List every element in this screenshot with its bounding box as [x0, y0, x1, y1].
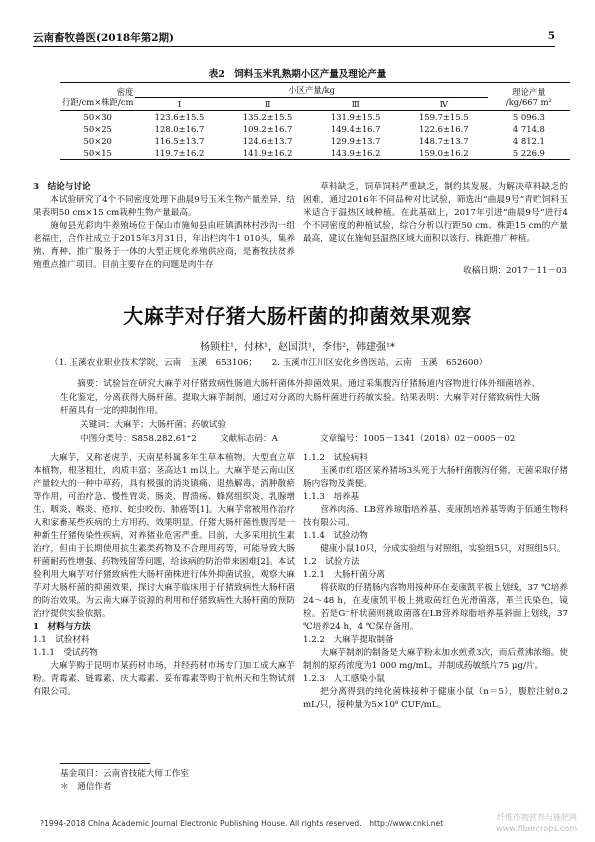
- keywords: 关键词：大麻芋；大肠杆菌；药敏试验: [80, 420, 227, 430]
- plot-header-1: Ⅰ: [135, 98, 223, 111]
- subsubsection-heading: 1.1.1 受试药物: [33, 648, 98, 658]
- prev-article-right-column: [303, 181, 568, 246]
- copyright-line: ?1994-2018 China Academic Journal Electronic Publishing House. All rights reserved. http://www.cnki.net: [40, 819, 444, 828]
- table-caption: 表2 饲料玉米乳熟期小区产量及理论产量: [208, 69, 387, 80]
- footnotes: [60, 768, 189, 794]
- abstract-text: 摘要：试验旨在研究大麻芋对仔猪致病性肠道大肠杆菌体外抑菌效果。通过采集腹泻仔猪肠道内容物进行体外细菌培养、生化鉴定，分离获得大肠杆菌。提取大麻芋制剂，通过对分离的大肠杆菌进行药敏实验。结果表明：大麻芋对仔猪致病性大肠杆菌具有一定的抑制作用。: [60, 379, 540, 416]
- body-right-column: [303, 452, 568, 712]
- article-authors: 杨锁柱¹，付林¹，赵国洪¹，李伟²，韩建强¹*: [199, 342, 396, 353]
- cell-plot1: 116.5±13.7: [154, 136, 205, 146]
- cell-density: 50×15: [60, 147, 135, 160]
- cell-plot2: 109.2±16.7: [242, 124, 293, 134]
- cell-plot3: 143.9±16.2: [312, 147, 400, 160]
- section-heading: 1 材料与方法: [33, 622, 91, 632]
- table-head-theory: [488, 83, 570, 111]
- table-head-density: [60, 83, 135, 111]
- head-density-label: 密度: [116, 86, 134, 97]
- cell-plot4: 159.0±16.2: [400, 147, 488, 160]
- cell-plot2: 141.9±16.2: [224, 147, 312, 160]
- paragraph: 大麻芋制剂的制备是大麻芋粉末加水煎煮3次，而后煮沸浓缩。使制剂的原药浓度为1 000 mg/mL，并制成药敏纸片75 μg/片。: [303, 648, 568, 671]
- affiliation-1: （1. 玉溪农业职业技术学院，云南 玉溪 653106；: [50, 358, 258, 368]
- cell-density: 50×20: [83, 136, 112, 146]
- cell-plot2: 124.6±13.7: [242, 136, 293, 146]
- abstract: [60, 378, 540, 419]
- journal-header: 云南畜牧兽医(2018年第2期): [33, 32, 174, 44]
- paragraph: 营养肉汤、LB营养琼脂培养基、麦康凯培养基等购于佰通生物科技有限公司。: [303, 505, 568, 528]
- article-number: 文章编号：1005－1341（2018）02－0005－02: [320, 434, 516, 444]
- cell-plot2: 135.2±15.5: [242, 112, 293, 122]
- paragraph: 大麻芋购于昆明市某药材市场，并经药材市场专门加工成大麻芋粉。青霉素、链霉素、庆大霉素、妥布霉素等购于杭州天和生物试剂有限公司。: [33, 661, 295, 697]
- cell-theory: 4 812.1: [512, 136, 545, 146]
- subsubsection-heading: 1.2.2 大麻芋提取制备: [303, 635, 394, 645]
- paragraph: 健康小鼠10只，分成实验组与对照组，实验组5只，对照组5只。: [320, 544, 566, 554]
- plot-header-3: Ⅲ: [312, 98, 400, 111]
- prev-article-left-column: [33, 181, 295, 272]
- subsubsection-heading: 1.1.3 培养基: [303, 492, 360, 502]
- cell-plot1: 123.6±15.5: [154, 112, 205, 122]
- paragraph: 施甸县光彩肉牛养殖场位于保山市施甸县由旺镇酒林村沙沟一组老福庄，合作社成立于2015年3月31日，年出栏肉牛1 010头，集养殖、育种、推广服务于一体的大型正规化养殖供应商，是畜牧扶贫养殖重点推广项目。目前主要存在的问题是肉牛存: [33, 221, 295, 270]
- cell-plot4: 159.7±15.5: [418, 112, 469, 122]
- cell-density: 50×30: [83, 112, 112, 122]
- head-theory-label: 理论产量: [512, 86, 546, 97]
- body-left-column: [33, 452, 295, 699]
- subsection-heading: 1.2 试验方法: [303, 557, 360, 567]
- cell-theory: 5 096.3: [512, 112, 545, 122]
- cell-plot3: 149.4±16.7: [330, 124, 381, 134]
- cell-theory: 5 226.9: [488, 147, 570, 160]
- header-rule: [33, 46, 555, 47]
- table-row: [60, 123, 570, 135]
- cell-theory: 4 714.8: [512, 124, 545, 134]
- plot-header-2: Ⅱ: [224, 98, 312, 111]
- watermark-line-2: www.fibercrops.com: [496, 824, 577, 833]
- corresponding-note: ＊ 通信作者: [60, 782, 112, 792]
- table-row: [60, 111, 570, 124]
- paragraph: 本试验研究了4个不同密度处理下曲晨9号玉米生物产量差异，结果表明50 cm×15 cm栽种生物产量最高。: [33, 195, 295, 218]
- watermark-line-1: 纤维作物营养与施肥网: [497, 813, 577, 822]
- paragraph: 把分离得到的纯化菌株接种于健康小鼠（n＝5），腹腔注射0.2 mL/只，接种量为5×10⁸ CUF/mL。: [303, 687, 568, 710]
- fund-note: 基金项目：云南省技能大师工作室: [60, 769, 189, 779]
- subsubsection-heading: 1.1.2 试验病料: [303, 453, 368, 463]
- cell-plot4: 148.7±13.7: [418, 136, 469, 146]
- paragraph: 草料缺乏，饲草饲料严重缺乏，制约其发展。为解决草料缺乏的困难，通过2016年不同品种对比试验，筛选出“曲晨9号”青贮饲料玉米适合于温热区域种植。在此基础上，2017年引进“曲晨9号”进行4个不同密度的种植试验，综合分析以行距50 cm、株距15 cm的产量最高，建议在施甸县温热区域大面积以该行、株距推广种植。: [303, 182, 568, 244]
- cell-plot3: 129.9±13.7: [330, 136, 381, 146]
- cell-plot1: 119.7±16.2: [135, 147, 223, 160]
- table-head-plot-yield: 小区产量/kg: [135, 83, 487, 98]
- head-theory-unit: /kg/667 m²: [505, 96, 552, 107]
- subsubsection-heading: 1.2.3 人工感染小鼠: [303, 674, 386, 684]
- document-code: 文献标志码：A: [220, 434, 278, 444]
- table-row: [60, 147, 570, 160]
- subsubsection-heading: 1.2.1 大肠杆菌分离: [303, 570, 386, 580]
- affiliations: [50, 356, 570, 368]
- page-number: 5: [547, 30, 555, 42]
- cell-density: 50×25: [83, 124, 112, 134]
- section-heading: 3 结论与讨论: [33, 182, 91, 192]
- cell-plot3: 131.9±15.5: [330, 112, 381, 122]
- footnote-rule: [60, 763, 150, 764]
- subsubsection-heading: 1.1.4 试验动物: [303, 531, 368, 541]
- yield-table: [60, 82, 570, 160]
- cell-plot4: 122.6±16.7: [418, 124, 469, 134]
- watermark: [496, 812, 577, 834]
- received-date: 收稿日期：2017－11－03: [463, 266, 567, 276]
- table-row: [60, 135, 570, 147]
- article-title: 大麻芋对仔猪大肠杆菌的抑菌效果观察: [123, 304, 472, 328]
- cell-plot1: 128.0±16.7: [154, 124, 205, 134]
- affiliation-2: 2. 玉溪市江川区安化乡兽医站，云南 玉溪 652600）: [271, 358, 488, 368]
- paragraph: 玉溪市红塔区某养猪场3头死于大肠杆菌腹泻仔猪，无菌采取仔猪肠内容物及粪便。: [303, 466, 568, 489]
- clc-number: 中图分类号：S858.282.61⁺2: [80, 434, 197, 444]
- subsection-heading: 1.1 试验材料: [33, 635, 90, 645]
- head-rowspace-label: 行距/cm×株距/cm: [62, 96, 134, 107]
- paragraph: 将获取的仔猪肠内容物用接种环在麦康凯平板上划线，37 ℃培养24～48 h，在麦康凯平板上挑取砖红色光滑菌落，革兰氏染色，镜检。若是G⁻杆状菌则挑取菌落在LB营养琼脂培养基斜面上划线，37 ℃培养24 h，4 ℃保存备用。: [303, 583, 568, 632]
- paragraph: 大麻芋，又称老虎芋，天南星科属多年生草本植物。大型直立草本植物，根茎粗壮，肉质丰富；茎高达1 m以上。大麻芋是云南山区产量较大的一种中草药，具有极强的消炎镇痛、退热解毒、消肿散瘀等作用，可治疗急、慢性胃炎、肠炎、胃溃疡、蜂窝组织炎、乳腺增生、咽炎、喉炎、疮疖、蛇虫咬伤、肺癌等[1]。大麻芋常被用作治疗人和家畜某些疾病的土方用药，效果明显。仔猪大肠杆菌性腹泻是一种新生仔猪传染性疾病，对养猪业危害严重。目前，大多采用抗生素治疗，但由于长期使用抗生素类药物及不合理用药等，可能导致大肠杆菌耐药性增强、药物残留等问题，给该病的防治带来困难[2]。本试验利用大麻芋对仔猪致病性大肠杆菌株进行体外抑菌试验，观察大麻芋对大肠杆菌的抑菌效果，探讨大麻芋临床用于仔猪致病性大肠杆菌的防治效果。为云南大麻芋资源的利用和仔猪致病性大肠杆菌的预防治疗提供实验依据。: [33, 453, 295, 619]
- plot-header-4: Ⅳ: [400, 98, 488, 111]
